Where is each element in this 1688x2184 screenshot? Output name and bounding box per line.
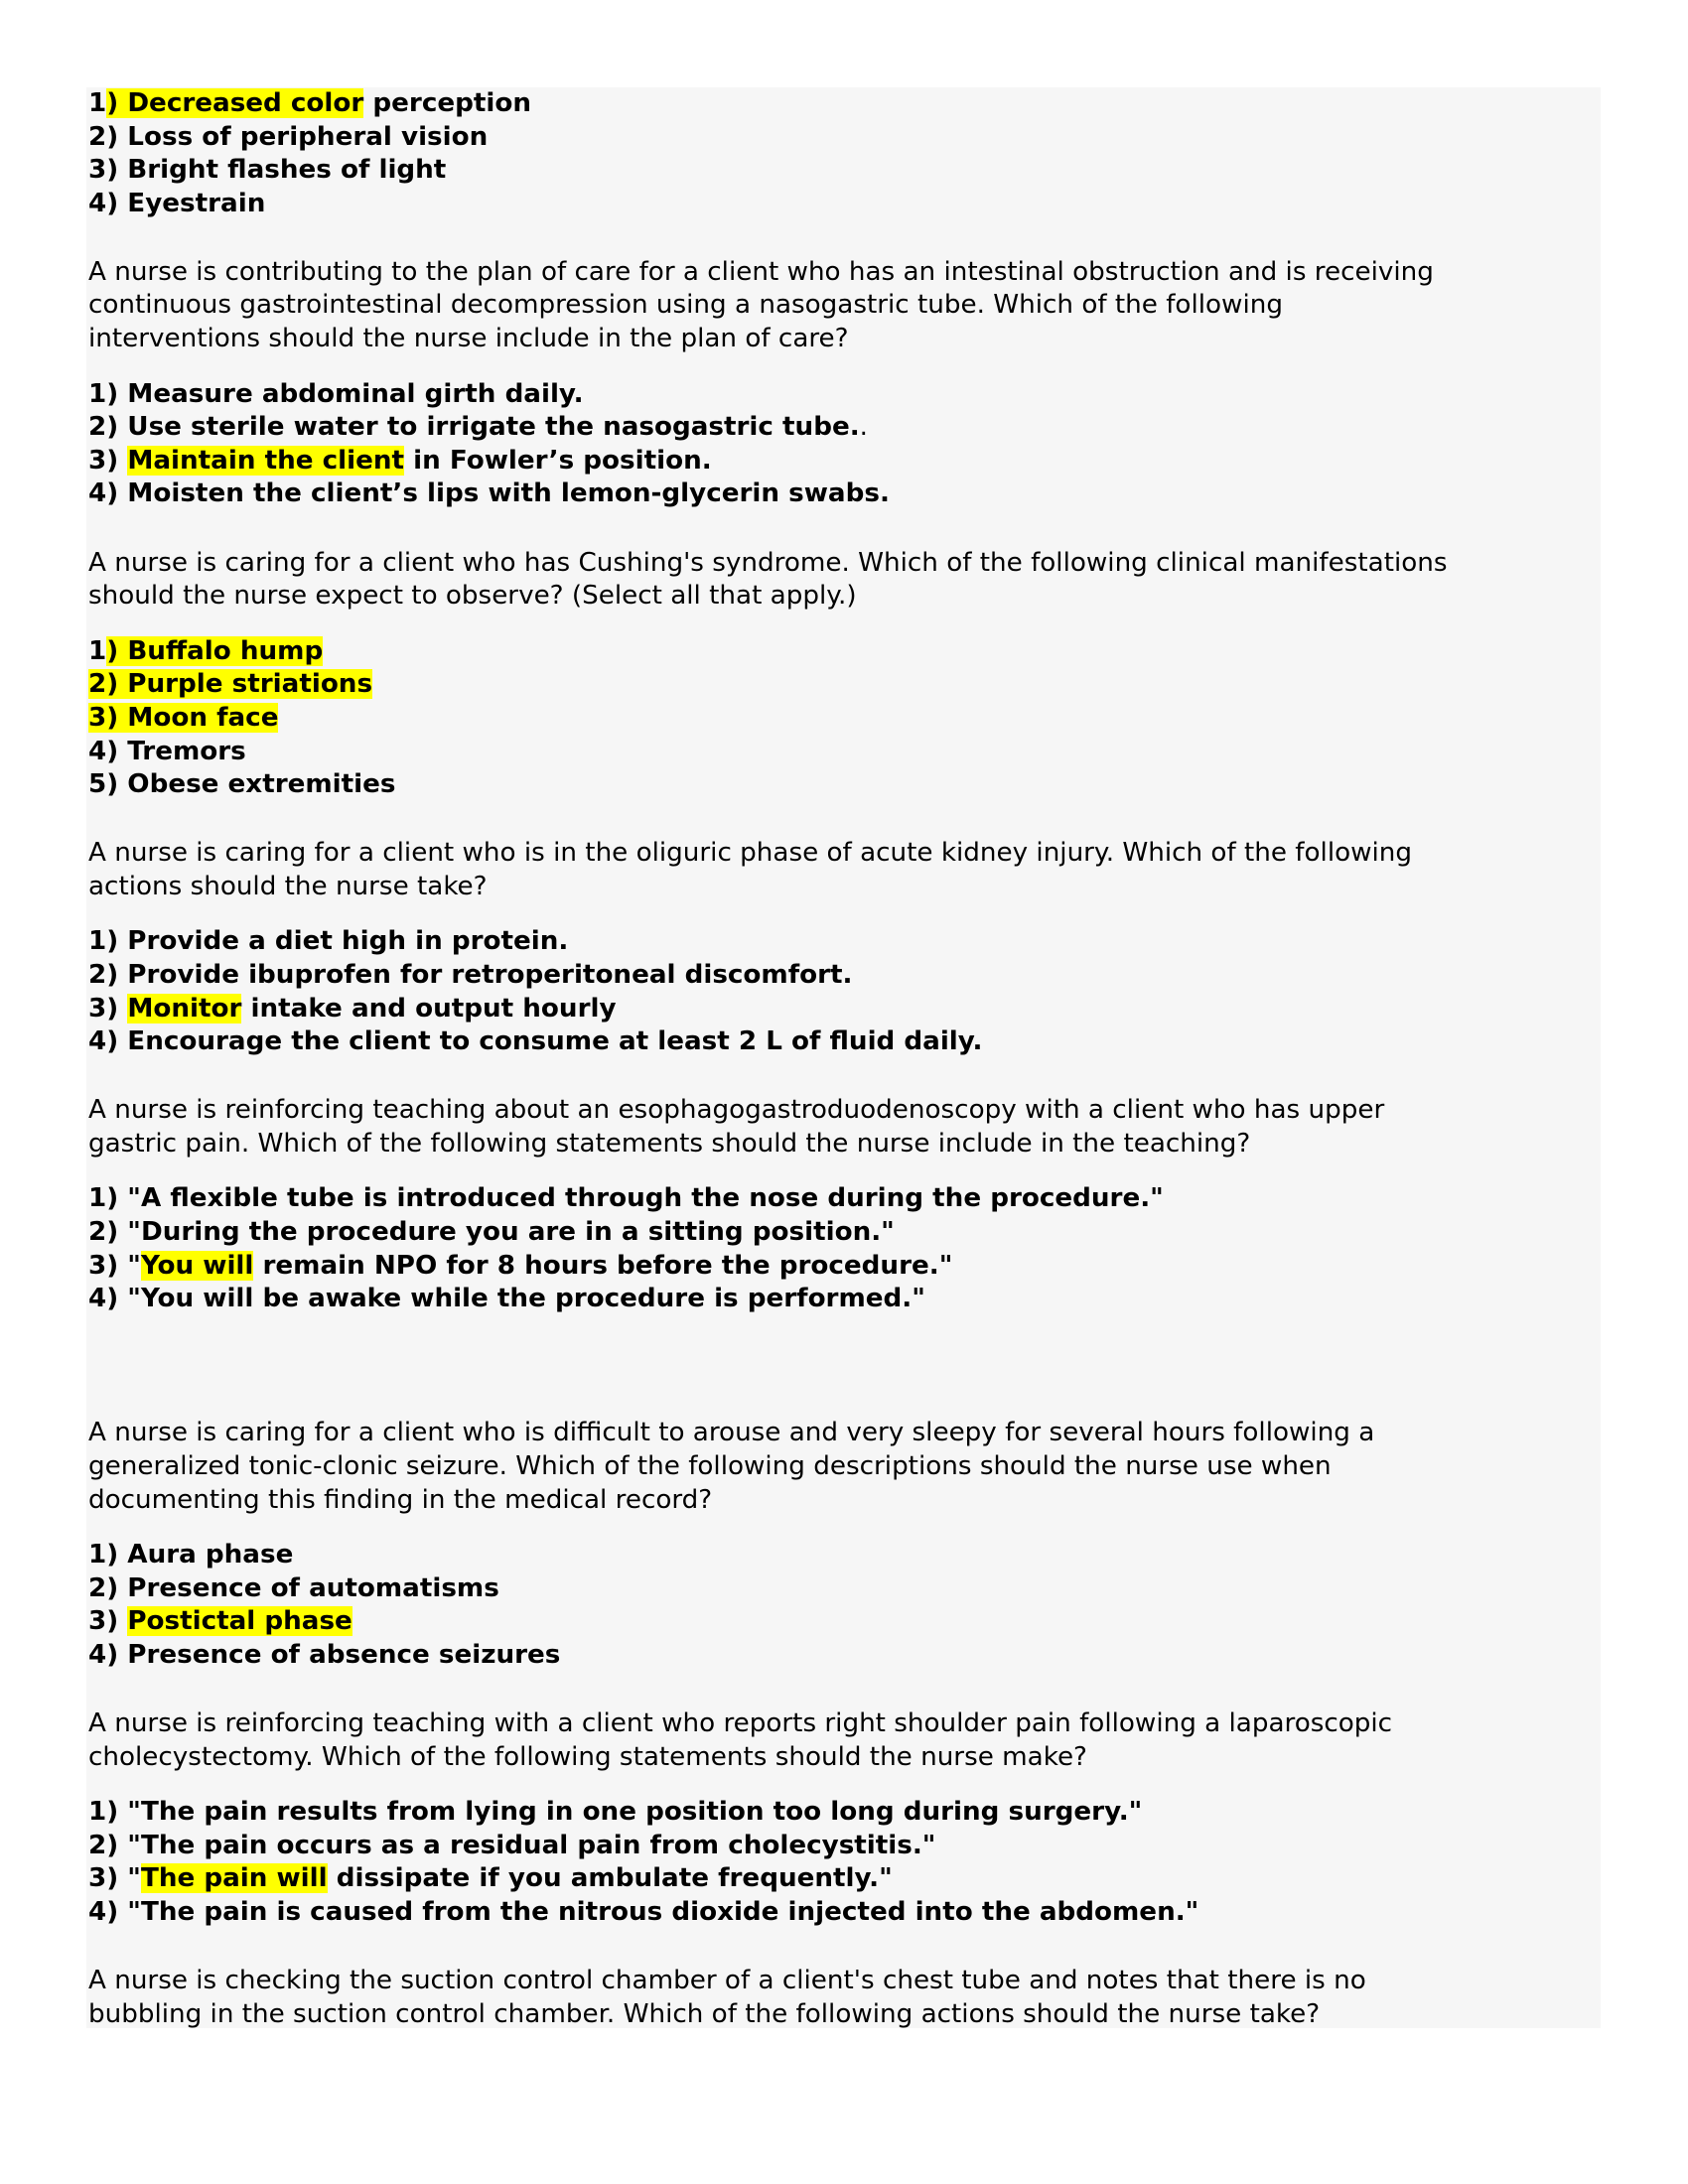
question-block-shoulder-pain	[88, 1707, 1608, 1930]
answer-options	[88, 1796, 1608, 1929]
question-text: A nurse is reinforcing teaching with a client who reports right shoulder pain following a laparoscopic cholecystectomy. Which of the following statements should the nurse make?	[88, 1707, 1393, 1772]
answer-options	[88, 87, 1608, 220]
answer-option-2: 2) Provide ibuprofen for retroperitoneal discomfort.	[88, 959, 853, 990]
spacer	[88, 511, 1608, 547]
highlight: 2) Purple striations	[88, 669, 373, 700]
spacer	[88, 802, 1608, 838]
answer-option-2: 2) Loss of peripheral vision	[88, 121, 489, 152]
answer-option-1: 1) Buffalo hump	[88, 635, 324, 666]
answer-option-3	[88, 702, 1608, 736]
answer-option-2: 2) Presence of automatisms	[88, 1572, 499, 1603]
answer-options	[88, 925, 1608, 1058]
answer-option-4: 4) Tremors	[88, 736, 246, 766]
question-block-cushings	[88, 547, 1608, 802]
question-text: A nurse is reinforcing teaching about an esophagogastroduodenoscopy with a client who has upper gastric pain. Which of the following statements should the nurse include in the teaching?	[88, 1095, 1385, 1159]
spacer	[88, 356, 1608, 378]
question-block-chest-tube	[88, 1965, 1608, 2031]
answer-option-4: 4) Presence of absence seizures	[88, 1639, 561, 1670]
answer-option-2	[88, 668, 1608, 702]
answer-option-2: 2) "During the procedure you are in a sitting position."	[88, 1217, 895, 1248]
question-block-ng-tube	[88, 256, 1608, 511]
answer-option-2: 2) Use sterile water to irrigate the nasogastric tube..	[88, 412, 868, 443]
highlight: The pain will	[140, 1863, 328, 1894]
answer-option-3: 3) Bright flashes of light	[88, 155, 447, 186]
answer-option-4: 4) Encourage the client to consume at least 2 L of fluid daily.	[88, 1026, 983, 1057]
answer-option-1: 1) "The pain results from lying in one position too long during surgery."	[88, 1797, 1143, 1828]
answer-option-3: 3) Maintain the client in Fowler’s position.	[88, 445, 712, 476]
answer-option-3: 3) "The pain will dissipate if you ambulate frequently."	[88, 1863, 893, 1894]
answer-option-4: 4) "The pain is caused from the nitrous dioxide injected into the abdomen."	[88, 1896, 1199, 1927]
question-block-vision	[88, 87, 1608, 220]
highlight: 3) Moon face	[88, 702, 279, 733]
document-page-shaded-region	[86, 87, 1601, 2028]
spacer	[88, 1059, 1608, 1095]
answer-option-2: 2) "The pain occurs as a residual pain from cholecystitis."	[88, 1830, 936, 1860]
answer-option-1: 1) Measure abdominal girth daily.	[88, 378, 584, 409]
question-text: A nurse is caring for a client who has Cushing's syndrome. Which of the following clinical manifestations should the nurse expect to observe? (Select all that apply.)	[88, 547, 1448, 612]
answer-option-4: 4) "You will be awake while the procedure is performed."	[88, 1284, 925, 1314]
answer-option-1: 1) "A flexible tube is introduced through the nose during the procedure."	[88, 1183, 1164, 1214]
question-text: A nurse is caring for a client who is in the oliguric phase of acute kidney injury. Which of the following actions should the nurse take?	[88, 838, 1413, 901]
spacer	[88, 220, 1608, 256]
answer-options	[88, 378, 1608, 511]
spacer	[88, 1351, 1608, 1417]
question-block-egd	[88, 1094, 1608, 1316]
answer-options	[88, 1182, 1608, 1315]
question-text: A nurse is caring for a client who is difficult to arouse and very sleepy for several hours following a generalized tonic-clonic seizure. Which of the following descriptions should the nurse use when documenting this finding in the medical record?	[88, 1418, 1375, 1515]
highlight: Maintain the client	[127, 445, 405, 476]
question-text: A nurse is checking the suction control chamber of a client's chest tube and notes that there is no bubbling in the suction control chamber. Which of the following actions should the nurse take?	[88, 1966, 1366, 2029]
answer-options	[88, 635, 1608, 802]
question-block-aki	[88, 837, 1608, 1059]
answer-option-1: 1) Decreased color perception	[88, 88, 531, 118]
spacer	[88, 903, 1608, 925]
document-content	[88, 87, 1608, 2031]
question-text: A nurse is contributing to the plan of care for a client who has an intestinal obstruction and is receiving continuous gastrointestinal decompression using a nasogastric tube. Which of the following interventions should the nurse include in the plan of care?	[88, 256, 1434, 354]
answer-option-1: 1) Aura phase	[88, 1540, 294, 1570]
highlight: ) Buffalo hump	[106, 635, 324, 666]
answer-option-5: 5) Obese extremities	[88, 769, 396, 800]
answer-option-3: 3) Postictal phase	[88, 1606, 352, 1637]
highlight: Postictal phase	[127, 1606, 352, 1637]
spacer	[88, 1517, 1608, 1539]
spacer	[88, 1160, 1608, 1182]
question-block-seizure	[88, 1417, 1608, 1672]
answer-option-3: 3) "You will remain NPO for 8 hours before the procedure."	[88, 1250, 953, 1281]
answer-option-4: 4) Eyestrain	[88, 188, 266, 218]
spacer	[88, 1316, 1608, 1352]
highlight: ) Decreased color	[106, 88, 364, 118]
spacer	[88, 1672, 1608, 1707]
spacer	[88, 614, 1608, 635]
answer-option-1: 1) Provide a diet high in protein.	[88, 926, 569, 957]
spacer	[88, 1930, 1608, 1966]
answer-options	[88, 1539, 1608, 1672]
answer-option-4: 4) Moisten the client’s lips with lemon-glycerin swabs.	[88, 478, 890, 509]
spacer	[88, 1774, 1608, 1796]
highlight: You will	[140, 1250, 254, 1281]
answer-option-3: 3) Monitor intake and output hourly	[88, 993, 617, 1024]
highlight: Monitor	[127, 993, 242, 1024]
